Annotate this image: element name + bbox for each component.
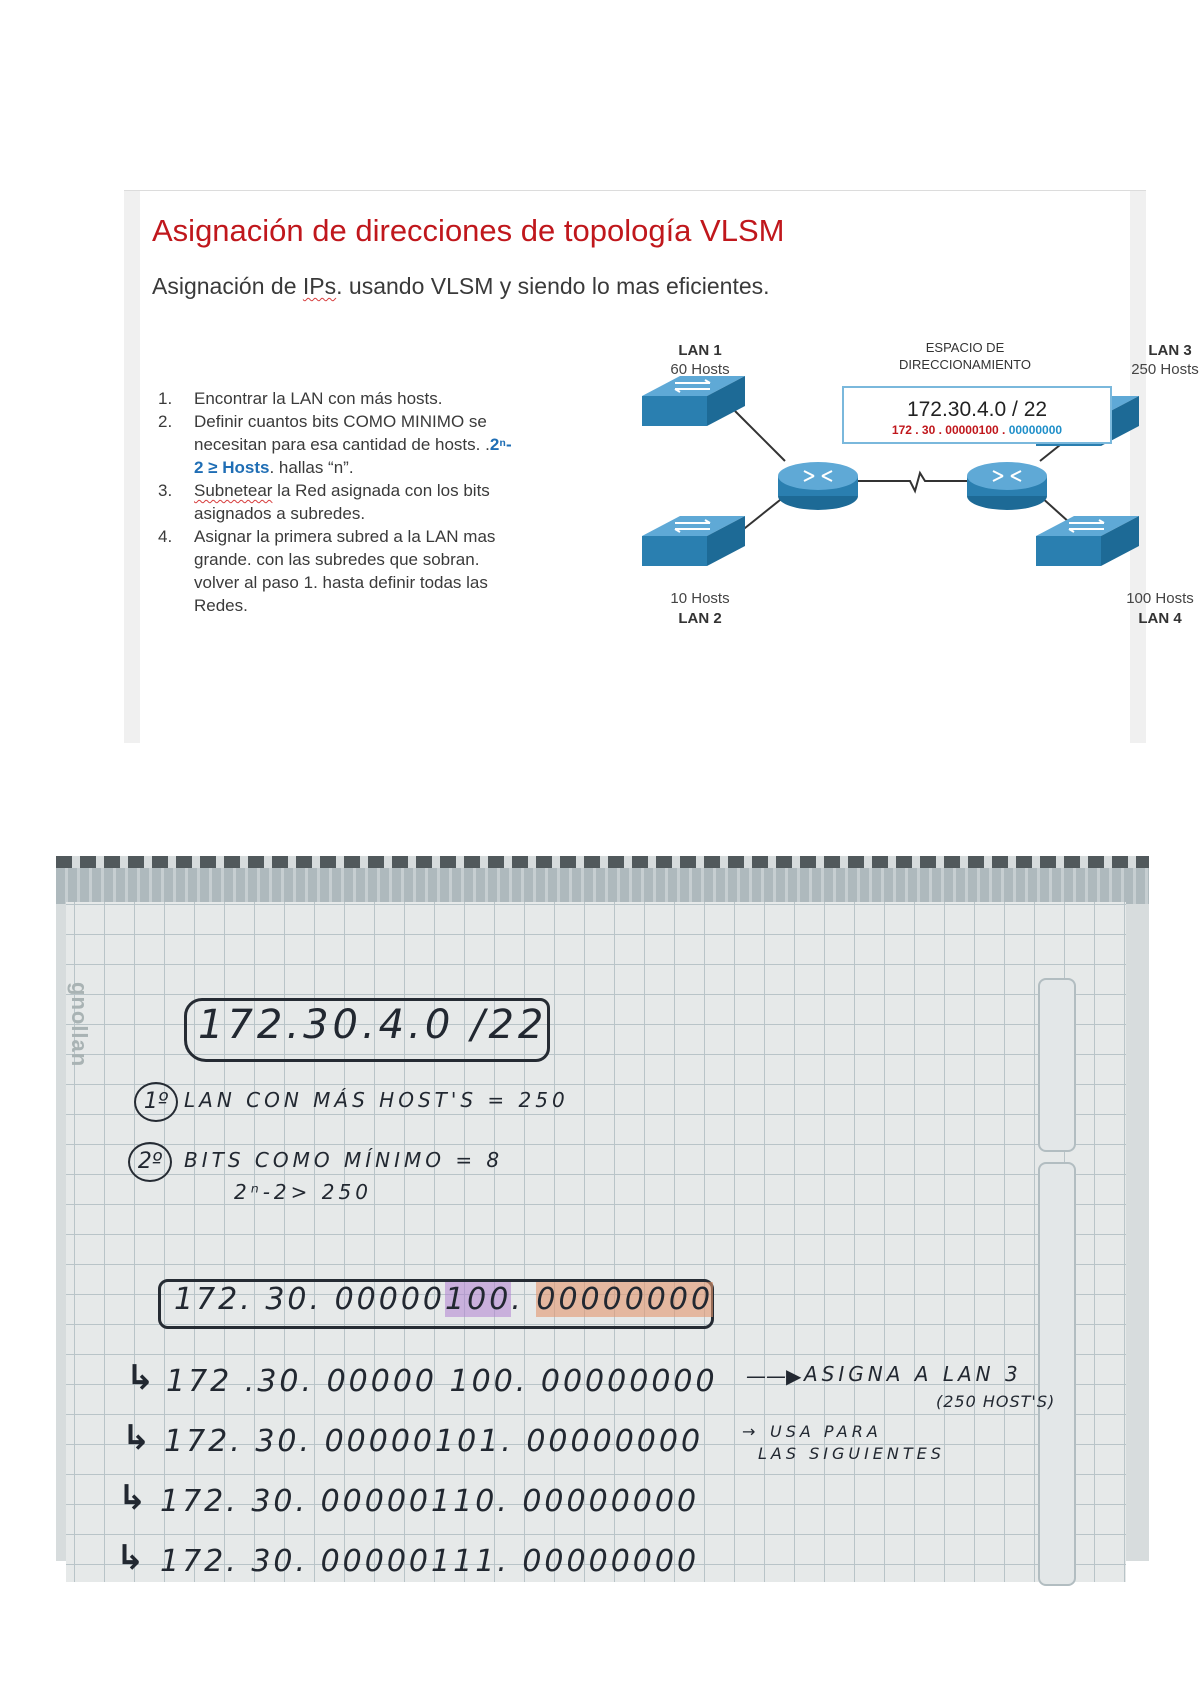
step-text: Asignar la primera subred a la LAN mas grande. con las subredes que sobran. volver al paso 1. hasta definir todas las Redes. (194, 527, 496, 615)
binary-sep: . (511, 1282, 537, 1317)
notebook-binding (56, 856, 1149, 868)
slide-screenshot (124, 190, 1199, 743)
page-tab (1038, 1162, 1076, 1586)
step2-text: BITS COMO MÍNIMO = 8 (184, 1148, 504, 1172)
switch-icon (1036, 516, 1139, 566)
binary-host-bits: 00000000 (1008, 423, 1063, 437)
assign-note: ASIGNA A LAN 3 (804, 1362, 1022, 1386)
step-item (152, 525, 517, 617)
link-lan1-router1 (735, 411, 785, 461)
lan2-hosts: 10 Hosts (670, 590, 730, 607)
hook-arrow-icon: ↳ (118, 1478, 147, 1518)
topology-diagram (600, 331, 1199, 731)
serial-link (850, 473, 975, 491)
slide-title: Asignación de direcciones de topología VLSM (152, 213, 785, 248)
use-note-sub: LAS SIGUIENTES (758, 1444, 945, 1463)
subtitle-ips: IPs (302, 273, 337, 299)
step-term: Subnetear (194, 481, 273, 500)
subtitle-part: Asignación de (152, 273, 303, 299)
bits-formula: 2ⁿ-2> 250 (234, 1180, 372, 1204)
network-address: 172.30.4.0 / 22 (906, 398, 1048, 421)
lan2-name: LAN 2 (678, 610, 722, 627)
space-label: ESPACIO DE (925, 340, 1005, 355)
slide-body (140, 191, 1199, 743)
steps-list (152, 387, 517, 617)
lan3-hosts: 250 Hosts (1131, 361, 1199, 378)
step-item (152, 387, 517, 410)
binary-prefix: 172. 30. 00000 (174, 1282, 446, 1317)
step1-text: LAN CON MÁS HOST'S = 250 (184, 1088, 569, 1112)
step-item (152, 479, 517, 525)
step-text: Definir cuantos bits COMO MINIMO se necesitan para esa cantidad de hosts. . (194, 412, 490, 454)
binary-address (174, 1282, 713, 1317)
step-number: 1. (158, 389, 173, 408)
subnet-line: 172 .30. 00000 100. 00000000 (166, 1364, 718, 1399)
assign-arrow: ——▶ (746, 1364, 802, 1388)
brand-logo: gnollan (67, 982, 92, 1068)
subnet-bits-highlight: 100 (445, 1282, 512, 1317)
use-note: USA PARA (770, 1422, 882, 1441)
binary-network-bits: 172 . 30 . 00000100 (891, 423, 999, 437)
hook-arrow-icon: ↳ (126, 1358, 155, 1398)
switch-icon (642, 516, 745, 566)
page-tab (1038, 978, 1076, 1152)
subtitle-part: . usando VLSM y siendo lo mas eficientes. (336, 273, 770, 299)
step-item (152, 410, 517, 479)
step-text: Encontrar la LAN con más hosts. (194, 389, 443, 408)
space-label: DIRECCIONAMIENTO (899, 357, 1031, 372)
assign-note-sub: (250 HOST'S) (936, 1392, 1056, 1411)
lan3-name: LAN 3 (1148, 342, 1192, 359)
subnet-line: 172. 30. 00000111. 00000000 (160, 1544, 700, 1579)
lan4-name: LAN 4 (1138, 610, 1182, 627)
lan4-hosts: 100 Hosts (1126, 590, 1194, 607)
step-formula: 2ⁿ- 2 ≥ Hosts (194, 435, 512, 477)
notebook-photo (56, 856, 1149, 1579)
lan1-name: LAN 1 (678, 342, 722, 359)
network-binary (892, 423, 1062, 437)
step-number: 4. (158, 527, 173, 546)
router-icon (967, 462, 1047, 510)
step-text: la Red asignada con los bits asignados a subredes. (194, 481, 490, 523)
binary-separator: . (998, 423, 1009, 437)
use-arrow: → (742, 1422, 760, 1441)
network-heading: 172.30.4.0 /22 (198, 1002, 548, 1048)
hook-arrow-icon: ↳ (122, 1418, 151, 1458)
router-icon (778, 462, 858, 510)
step-text: . hallas “n”. (269, 458, 354, 477)
step-number: 3. (158, 481, 173, 500)
host-bits-highlight: 00000000 (536, 1282, 714, 1317)
lan1-hosts: 60 Hosts (670, 361, 730, 378)
switch-icon (642, 376, 745, 426)
subnet-line: 172. 30. 00000110. 00000000 (160, 1484, 700, 1519)
step-circle: 2º (128, 1142, 172, 1182)
grid-paper (66, 902, 1126, 1582)
slide-subtitle (152, 273, 770, 300)
step-circle: 1º (134, 1082, 178, 1122)
hook-arrow-icon: ↳ (116, 1538, 145, 1578)
step-number: 2. (158, 412, 173, 431)
subnet-line: 172. 30. 00000101. 00000000 (164, 1424, 704, 1459)
